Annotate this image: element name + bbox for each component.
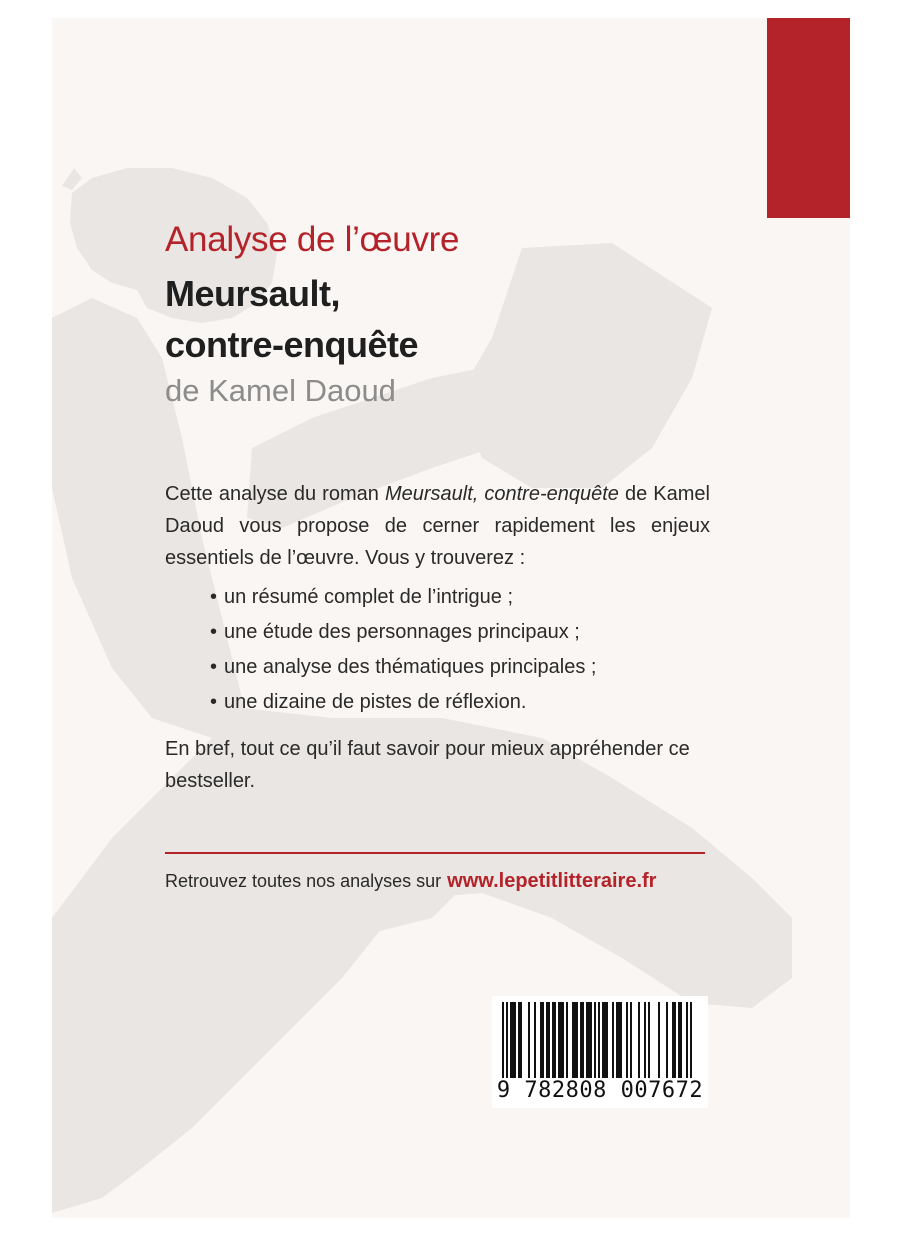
barcode-bar [690,1002,692,1078]
barcode-bar [612,1002,614,1078]
barcode-bar [590,1002,592,1078]
barcode-bar [552,1002,554,1078]
barcode-bar [602,1002,604,1078]
barcode-bar [644,1002,646,1078]
list-item [210,685,596,720]
barcode-bar [576,1002,578,1078]
barcode-bar [588,1002,590,1078]
list-item [210,615,596,650]
bullet-icon: • [210,691,218,713]
list-item-text: un résumé complet de l’intrigue ; [224,586,514,608]
barcode-bar [502,1002,504,1078]
barcode-bar [534,1002,536,1078]
barcode [492,996,708,1108]
barcode-bar [674,1002,676,1078]
barcode-bar [638,1002,640,1078]
list-item-text: une analyse des thématiques principales ; [224,656,597,678]
list-item-text: une dizaine de pistes de réflexion. [224,691,527,713]
barcode-bar [658,1002,660,1078]
barcode-bar [554,1002,556,1078]
barcode-bars [502,1002,698,1078]
bullet-icon: • [210,656,218,678]
barcode-bar [548,1002,550,1078]
barcode-bar [558,1002,560,1078]
barcode-bar [686,1002,688,1078]
book-title [165,268,418,370]
footer-promo [165,870,656,893]
list-item [210,650,596,685]
barcode-bar [672,1002,674,1078]
barcode-bar [574,1002,576,1078]
barcode-bar [580,1002,582,1078]
red-corner-block [767,18,850,218]
footer-text: Retrouvez toutes nos analyses sur [165,871,442,891]
barcode-bar [678,1002,680,1078]
barcode-bar [512,1002,514,1078]
barcode-bar [630,1002,632,1078]
barcode-bar [510,1002,512,1078]
barcode-bar [586,1002,588,1078]
barcode-bar [566,1002,568,1078]
analysis-kicker: Analyse de l’œuvre [165,220,460,259]
barcode-bar [546,1002,548,1078]
red-divider [165,852,705,854]
bullet-icon: • [210,586,218,608]
conclusion-paragraph: En bref, tout ce qu’il faut savoir pour mieux appréhender ce bestseller. [165,738,690,792]
barcode-bar [604,1002,606,1078]
intro-italic-title: Meursault, contre-enquête [384,483,619,505]
barcode-bar [528,1002,530,1078]
barcode-bar [542,1002,544,1078]
barcode-bar [582,1002,584,1078]
bullet-icon: • [210,621,218,643]
barcode-bar [560,1002,562,1078]
barcode-bar [606,1002,608,1078]
barcode-bar [506,1002,508,1078]
list-item [210,580,596,615]
barcode-bar [620,1002,622,1078]
book-author: de Kamel Daoud [165,373,396,408]
intro-text-start: Cette analyse du roman [165,483,385,505]
website-link[interactable]: www.lepetitlitteraire.fr [447,870,657,892]
barcode-bar [572,1002,574,1078]
book-title-line-2: contre-enquête [165,324,419,365]
barcode-bar [562,1002,564,1078]
list-item-text: une étude des personnages principaux ; [224,621,580,643]
intro-text-end: de Kamel Daoud vous propose de cerner rapidement les enjeux essentiels de l’œuvre. Vous y trouverez : [165,483,710,569]
barcode-bar [648,1002,650,1078]
book-title-line-1: Meursault, [165,273,341,314]
barcode-bar [514,1002,516,1078]
barcode-bar [598,1002,600,1078]
barcode-bar [540,1002,542,1078]
isbn-number: 9 782808 007672 [496,1078,704,1103]
barcode-bar [626,1002,628,1078]
back-cover [52,18,850,1218]
barcode-bar [666,1002,668,1078]
contents-list [210,580,596,720]
intro-paragraph [165,478,710,574]
barcode-bar [594,1002,596,1078]
barcode-bar [616,1002,618,1078]
barcode-bar [618,1002,620,1078]
barcode-bar [680,1002,682,1078]
barcode-bar [520,1002,522,1078]
barcode-bar [518,1002,520,1078]
